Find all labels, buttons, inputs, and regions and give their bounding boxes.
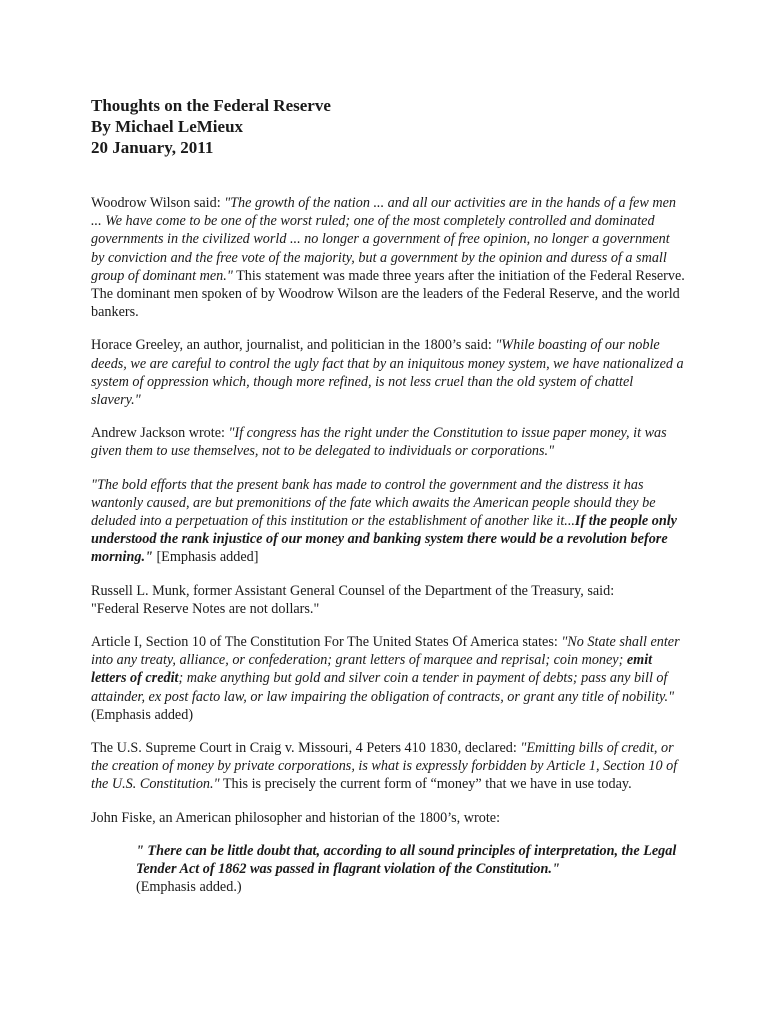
paragraph-lead: Horace Greeley, an author, journalist, and politician in the 1800’s said:: [91, 337, 496, 354]
munk-attribution: Russell L. Munk, former Assistant General Counsel of the Department of the Treasury, said:: [91, 582, 615, 599]
jackson-quote: "If congress has the right under the Constitution to issue paper money, it was given them to use themselves, not to be delegated to individuals or corporations.": [91, 425, 667, 460]
munk-quote: "Federal Reserve Notes are not dollars.": [91, 600, 320, 617]
paragraph-jackson-bank: [91, 476, 685, 567]
constitution-quote-b: ; make anything but gold and silver coin a tender in payment of debts; pass any bill of attainder, ex post facto law, or law impairing the obligation of contracts, or grant any title of nobility.": [91, 670, 675, 705]
paragraph-lead: Article I, Section 10 of The Constitution For The United States Of America states:: [91, 634, 562, 651]
emphasis-note: (Emphasis added.): [136, 879, 242, 896]
publication-date: 20 January, 2011: [91, 138, 214, 157]
paragraph-tail: This is precisely the current form of “money” that we have in use today.: [219, 776, 632, 793]
paragraph-jackson: [91, 424, 685, 460]
paragraph-lead: The U.S. Supreme Court in Craig v. Missouri, 4 Peters 410 1830, declared:: [91, 740, 521, 757]
jackson-emphasis-quote: If the people only understood the rank injustice of our money and banking system there would be a revolution before morning.": [91, 513, 677, 566]
paragraph-lead: Woodrow Wilson said:: [91, 195, 225, 211]
fiske-quote: " There can be little doubt that, according to all sound principles of interpretation, the Legal Tender Act of 1862 was passed in flagrant violation of the Constitution.": [136, 842, 677, 878]
constitution-emphasis: emit letters of credit: [91, 652, 653, 687]
paragraph-fiske: [91, 809, 685, 827]
fiske-attribution: John Fiske, an American philosopher and historian of the 1800’s, wrote:: [91, 809, 501, 826]
paragraph-wilson: [91, 194, 685, 321]
paragraph-greeley: [91, 336, 685, 409]
constitution-quote-a: "No State shall enter into any treaty, alliance, or confederation; grant letters of marquee and reprisal; coin money;: [91, 634, 680, 669]
author-byline: By Michael LeMieux: [91, 117, 244, 136]
emphasis-note: [Emphasis added]: [152, 549, 259, 566]
fiske-blockquote: [136, 842, 685, 897]
paragraph-munk: [91, 582, 685, 618]
paragraph-constitution: [91, 633, 685, 724]
greeley-quote: "While boasting of our noble deeds, we are careful to control the ugly fact that by an iniquitous money system, we have nationalized a system of oppression which, though more refined, is not less cruel than the old system of chattel slavery.": [91, 337, 684, 409]
wilson-quote: "The growth of the nation ... and all our activities are in the hands of a few men ... We have come to be one of the worst ruled; one of the most completely controlled and dominated governments in the civilized world ... no longer a government of free opinion, no longer a government by conviction and the free vote of the majority, but a government by the opinion and duress of a small group of dominant men.": [91, 195, 676, 284]
craig-quote: "Emitting bills of credit, or the creation of money by private corporations, is what is expressly forbidden by Article 1, Section 10 of the U.S. Constitution.": [91, 740, 678, 793]
paragraph-tail: This statement was made three years after the initiation of the Federal Reserve. The dominant men spoken of by Woodrow Wilson are the leaders of the Federal Reserve, and the world bankers.: [91, 267, 685, 321]
document-body: [91, 194, 685, 912]
document-header: [91, 95, 691, 158]
paragraph-lead: Andrew Jackson wrote:: [91, 425, 229, 442]
paragraph-craig: [91, 739, 685, 794]
document-title: Thoughts on the Federal Reserve: [91, 96, 331, 115]
emphasis-note: (Emphasis added): [91, 706, 194, 723]
jackson-bank-quote: "The bold efforts that the present bank has made to control the government and the distress it has wantonly caused, are but premonitions of the fate which awaits the American people should they be deluded into a perpetuation of this institution or the establishment of another like it...: [91, 476, 656, 530]
